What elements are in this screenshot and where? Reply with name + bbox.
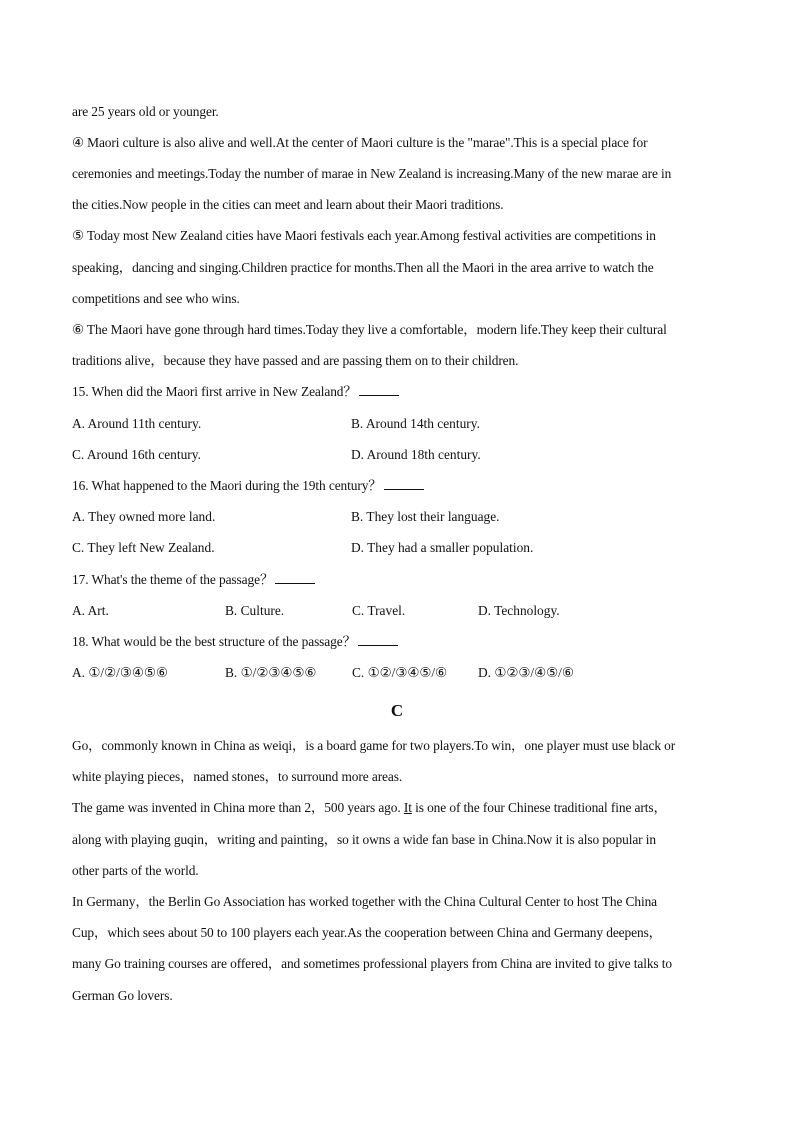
underlined-word: It	[403, 800, 412, 815]
answer-blank[interactable]	[384, 477, 424, 490]
option-b[interactable]: B. ①/②③④⑤⑥	[225, 665, 317, 680]
passage-line: German Go lovers.	[72, 988, 173, 1003]
option-d[interactable]: D. They had a smaller population.	[351, 540, 534, 555]
passage-line	[72, 799, 667, 817]
question-stem: 17. What's the theme of the passage？	[72, 572, 274, 587]
section-title: C	[390, 701, 404, 720]
question-18	[72, 633, 398, 651]
passage-line: Cup，which sees about 50 to 100 players each year.As the cooperation between China and Germany deepens，	[72, 925, 662, 940]
option-a[interactable]: A. Around 11th century.	[72, 416, 202, 431]
passage-line: many Go training courses are offered，and sometimes professional players from China are invited to give talks to	[72, 956, 672, 971]
passage-line: ④ Maori culture is also alive and well.At the center of Maori culture is the "marae".This is a special place for	[72, 135, 648, 150]
passage-line: ⑤ Today most New Zealand cities have Maori festivals each year.Among festival activities are competitions in	[72, 228, 656, 243]
option-d[interactable]: D. Around 18th century.	[351, 447, 481, 462]
option-a[interactable]: A. They owned more land.	[72, 509, 216, 524]
question-16	[72, 477, 424, 495]
passage-line: traditions alive，because they have passed and are passing them on to their children.	[72, 353, 519, 368]
passage-line: the cities.Now people in the cities can meet and learn about their Maori traditions.	[72, 197, 504, 212]
question-stem: 15. When did the Maori first arrive in New Zealand？	[72, 384, 357, 399]
option-b[interactable]: B. Culture.	[225, 603, 285, 618]
passage-line: ⑥ The Maori have gone through hard times.Today they live a comfortable，modern life.They keep their cultural	[72, 322, 667, 337]
option-c[interactable]: C. They left New Zealand.	[72, 540, 215, 555]
option-c[interactable]: C. Travel.	[352, 603, 406, 618]
question-stem: 16. What happened to the Maori during the 19th century？	[72, 478, 382, 493]
passage-text: is one of the four Chinese traditional fine arts，	[411, 800, 667, 815]
option-c[interactable]: C. ①②/③④⑤/⑥	[352, 665, 448, 680]
question-stem: 18. What would be the best structure of the passage？	[72, 634, 356, 649]
question-15	[72, 383, 399, 401]
option-a[interactable]: A. Art.	[72, 603, 109, 618]
passage-text: The game was invented in China more than 2，500 years ago.	[72, 800, 404, 815]
passage-line: are 25 years old or younger.	[72, 104, 219, 119]
passage-line: In Germany，the Berlin Go Association has worked together with the China Cultural Center to host The China	[72, 894, 658, 909]
passage-line: white playing pieces，named stones，to surround more areas.	[72, 769, 403, 784]
option-c[interactable]: C. Around 16th century.	[72, 447, 201, 462]
question-17	[72, 571, 315, 589]
passage-line: ceremonies and meetings.Today the number of marae in New Zealand is increasing.Many of the new marae are in	[72, 166, 672, 181]
answer-blank[interactable]	[275, 571, 315, 584]
option-d[interactable]: D. ①②③/④⑤/⑥	[478, 665, 574, 680]
answer-blank[interactable]	[359, 383, 399, 396]
option-b[interactable]: B. Around 14th century.	[351, 416, 480, 431]
passage-line: other parts of the world.	[72, 863, 199, 878]
answer-blank[interactable]	[358, 633, 398, 646]
passage-line: competitions and see who wins.	[72, 291, 240, 306]
passage-line: Go，commonly known in China as weiqi，is a board game for two players.To win，one player must use black or	[72, 738, 676, 753]
passage-line: speaking，dancing and singing.Children practice for months.Then all the Maori in the area arrive to watch the	[72, 260, 654, 275]
option-d[interactable]: D. Technology.	[478, 603, 560, 618]
passage-line: along with playing guqin，writing and painting，so it owns a wide fan base in China.Now it is also popular in	[72, 832, 656, 847]
option-a[interactable]: A. ①/②/③④⑤⑥	[72, 665, 168, 680]
option-b[interactable]: B. They lost their language.	[351, 509, 500, 524]
